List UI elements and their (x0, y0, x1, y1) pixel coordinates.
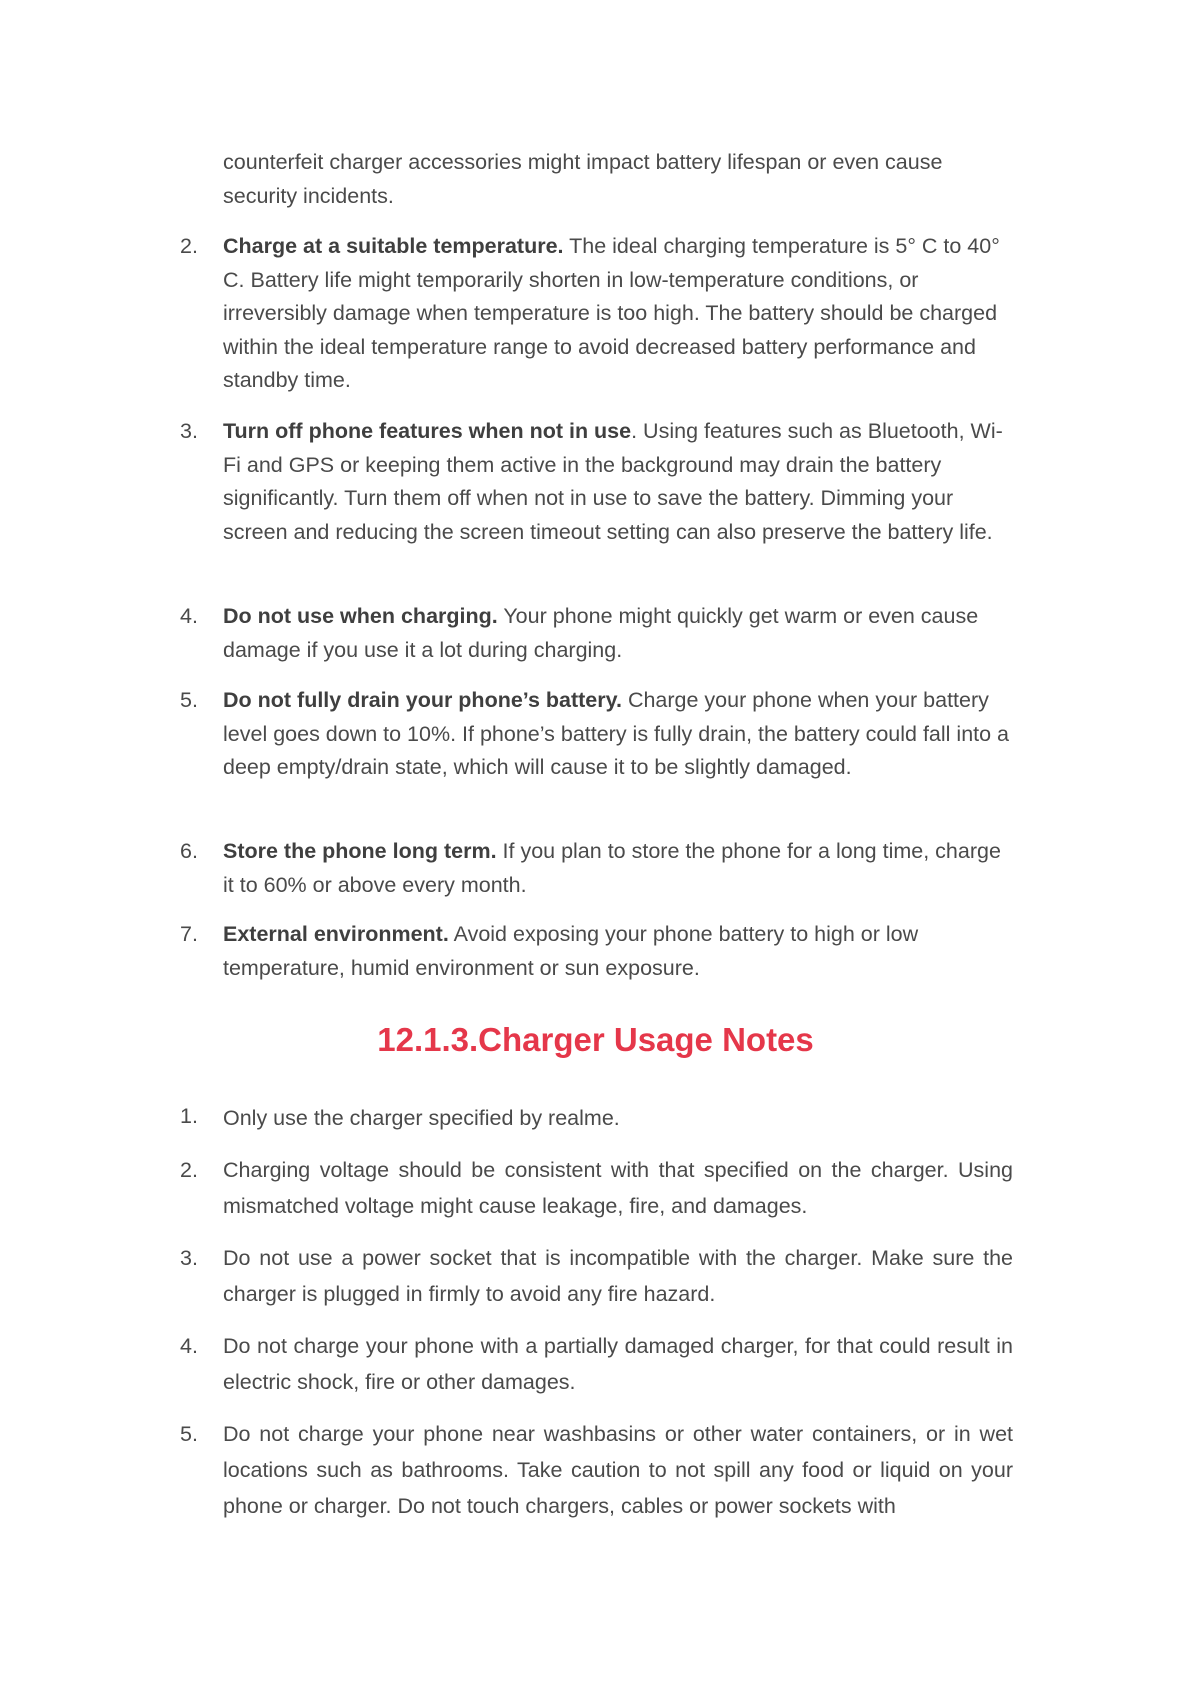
list-number: 3. (180, 419, 198, 443)
list-item-title: Store the phone long term. (223, 839, 497, 863)
list-item-text: . Using features such as Bluetooth, Wi-Fi and GPS or keeping them active in the background may drain the battery significantly. Turn them off when not in use to save the battery. Dimming your screen and reducing the screen timeout setting can also preserve the battery life. (223, 419, 1003, 544)
list-number: 5. (180, 1422, 198, 1446)
list-number: 2. (180, 234, 198, 258)
list-item-title: Do not use when charging. (223, 604, 498, 628)
list-number: 3. (180, 1246, 198, 1270)
list-item-body (223, 415, 1013, 549)
intro-text: counterfeit charger accessories might impact battery lifespan or even cause security incidents. (223, 150, 943, 208)
list-item-text: If you plan to store the phone for a long time, charge it to 60% or above every month. (223, 839, 1001, 897)
list-item-text: Avoid exposing your phone battery to high or low temperature, humid environment or sun exposure. (223, 922, 919, 980)
list-item-title: Charge at a suitable temperature. (223, 234, 564, 258)
list-item-text: Do not charge your phone with a partially damaged charger, for that could result in electric shock, fire or other damages. (223, 1334, 1013, 1394)
list-item-title: External environment. (223, 922, 449, 946)
list-number: 5. (180, 688, 198, 712)
list-item-body (223, 230, 1013, 398)
list-number: 4. (180, 1334, 198, 1358)
list-item-body (223, 600, 1013, 667)
list-item-text: Your phone might quickly get warm or even cause damage if you use it a lot during charging. (223, 604, 979, 662)
list-number: 4. (180, 604, 198, 628)
list-item-text: Do not use a power socket that is incompatible with the charger. Make sure the charger is plugged in firmly to avoid any fire hazard. (223, 1246, 1013, 1306)
list-item-body (223, 918, 1013, 985)
list-item-text: Do not charge your phone near washbasins or other water containers, or in wet locations such as bathrooms. Take caution to not spill any food or liquid on your phone or charger. Do not touch chargers, cables or power sockets with (223, 1422, 1013, 1518)
list-item-text: Charging voltage should be consistent with that specified on the charger. Using mismatched voltage might cause leakage, fire, and damages. (223, 1158, 1013, 1218)
list-item-body (223, 835, 1013, 902)
list-item-title: Turn off phone features when not in use (223, 419, 632, 443)
list-number: 2. (180, 1158, 198, 1182)
list-item-text: Charge your phone when your battery level goes down to 10%. If phone’s battery is fully drain, the battery could fall into a deep empty/drain state, which will cause it to be slightly damaged. (223, 688, 1010, 780)
list-number: 7. (180, 922, 198, 946)
section-heading: 12.1.3.Charger Usage Notes (377, 1021, 814, 1058)
list-item-text: Only use the charger specified by realme. (223, 1106, 620, 1130)
list-item-text: The ideal charging temperature is 5° C to 40° C. Battery life might temporarily shorten in low-temperature conditions, or irreversibly damage when temperature is too high. The battery should be charged within the ideal temperature range to avoid decreased battery performance and standby time. (223, 234, 1000, 393)
list-item-title: Do not fully drain your phone’s battery. (223, 688, 622, 712)
list-number: 1. (180, 1104, 198, 1128)
list-number: 6. (180, 839, 198, 863)
list-item-body (223, 684, 1013, 785)
intro-paragraph (223, 146, 1013, 213)
